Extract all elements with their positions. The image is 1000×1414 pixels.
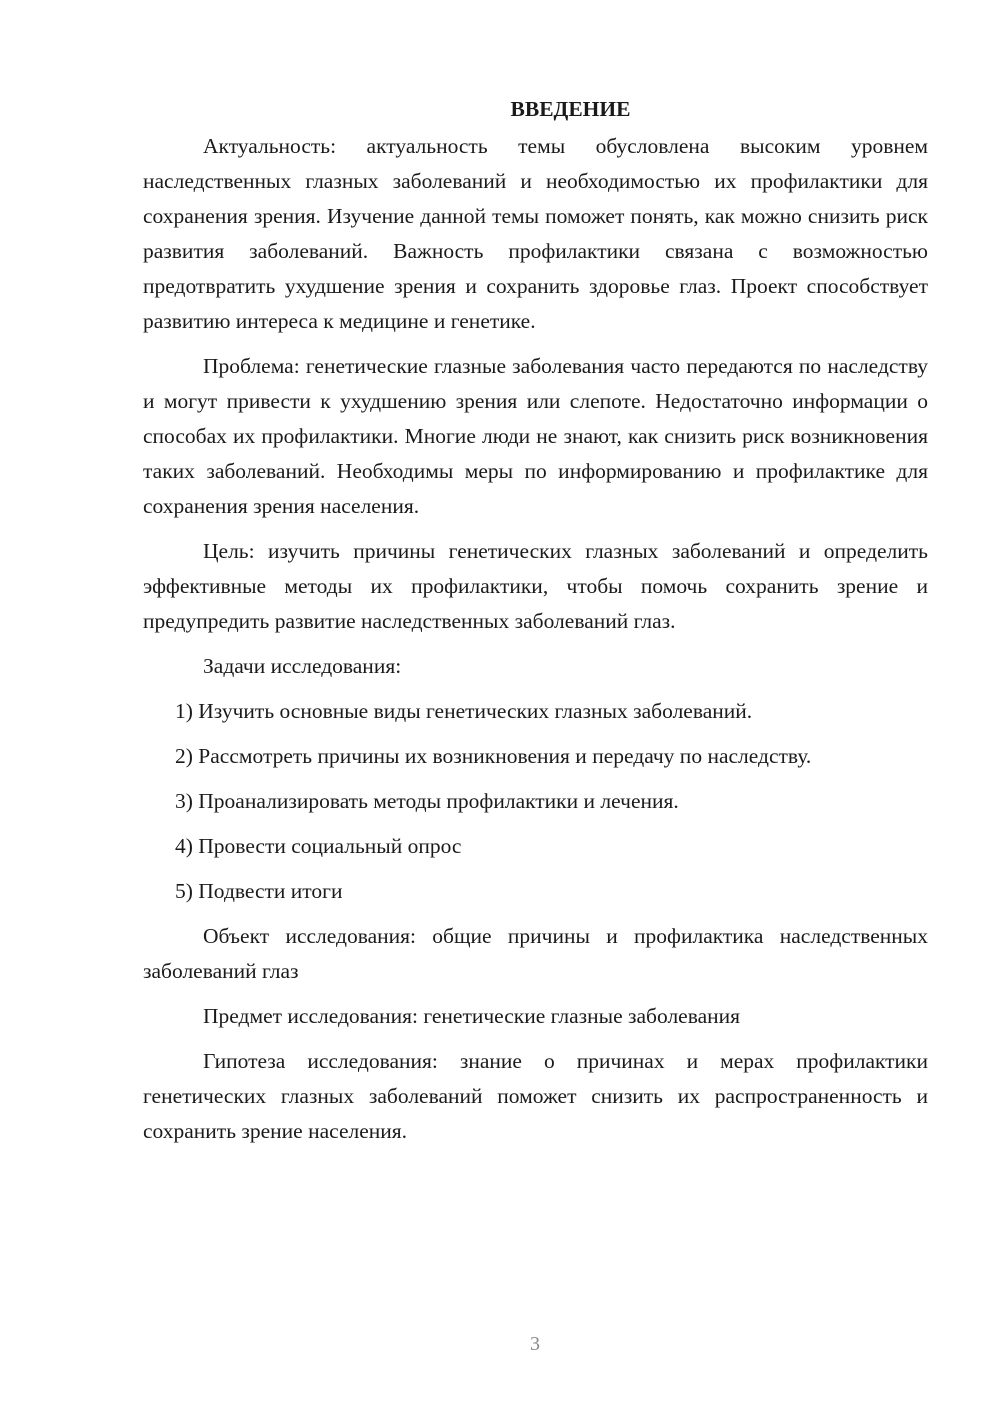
task-item: 3) Проанализировать методы профилактики и лечения.: [175, 789, 679, 813]
tasks-list: [143, 694, 928, 909]
page-number: 3: [530, 1333, 540, 1355]
goal-paragraph: Цель: изучить причины генетических глазных заболеваний и определить эффективные методы их профилактики, чтобы помочь сохранить зрение и предупредить развитие наследственных заболеваний глаз.: [143, 539, 928, 633]
problem-paragraph: Проблема: генетические глазные заболевания часто передаются по наследству и могут привести к ухудшению зрения или слепоте. Недостаточно информации о способах их профилактики. Многие люди не знают, как снизить риск возникновения таких заболеваний. Необходимы меры по информированию и профилактике для сохранения зрения населения.: [143, 354, 928, 518]
relevance-paragraph: Актуальность: актуальность темы обусловлена высоким уровнем наследственных глазных заболеваний и необходимостью их профилактики для сохранения зрения. Изучение данной темы поможет понять, как можно снизить риск развития заболеваний. Важность профилактики связана с возможностью предотвратить ухудшение зрения и сохранить здоровье глаз. Проект способствует развитию интереса к медицине и генетике.: [143, 134, 928, 333]
task-item: 1) Изучить основные виды генетических глазных заболеваний.: [175, 699, 753, 723]
object-paragraph: Объект исследования: общие причины и профилактика наследственных заболеваний глаз: [143, 924, 928, 983]
task-item: 4) Провести социальный опрос: [175, 834, 462, 858]
section-heading: ВВЕДЕНИЕ: [510, 97, 631, 121]
page-content: [143, 92, 928, 1159]
hypothesis-paragraph: Гипотеза исследования: знание о причинах и мерах профилактики генетических глазных заболеваний поможет снизить их распространенность и сохранить зрение населения.: [143, 1049, 928, 1143]
task-item: 5) Подвести итоги: [175, 879, 343, 903]
subject-paragraph: Предмет исследования: генетические глазные заболевания: [203, 1004, 741, 1028]
task-item: 2) Рассмотреть причины их возникновения и передачу по наследству.: [175, 744, 812, 768]
tasks-title: Задачи исследования:: [203, 654, 402, 678]
